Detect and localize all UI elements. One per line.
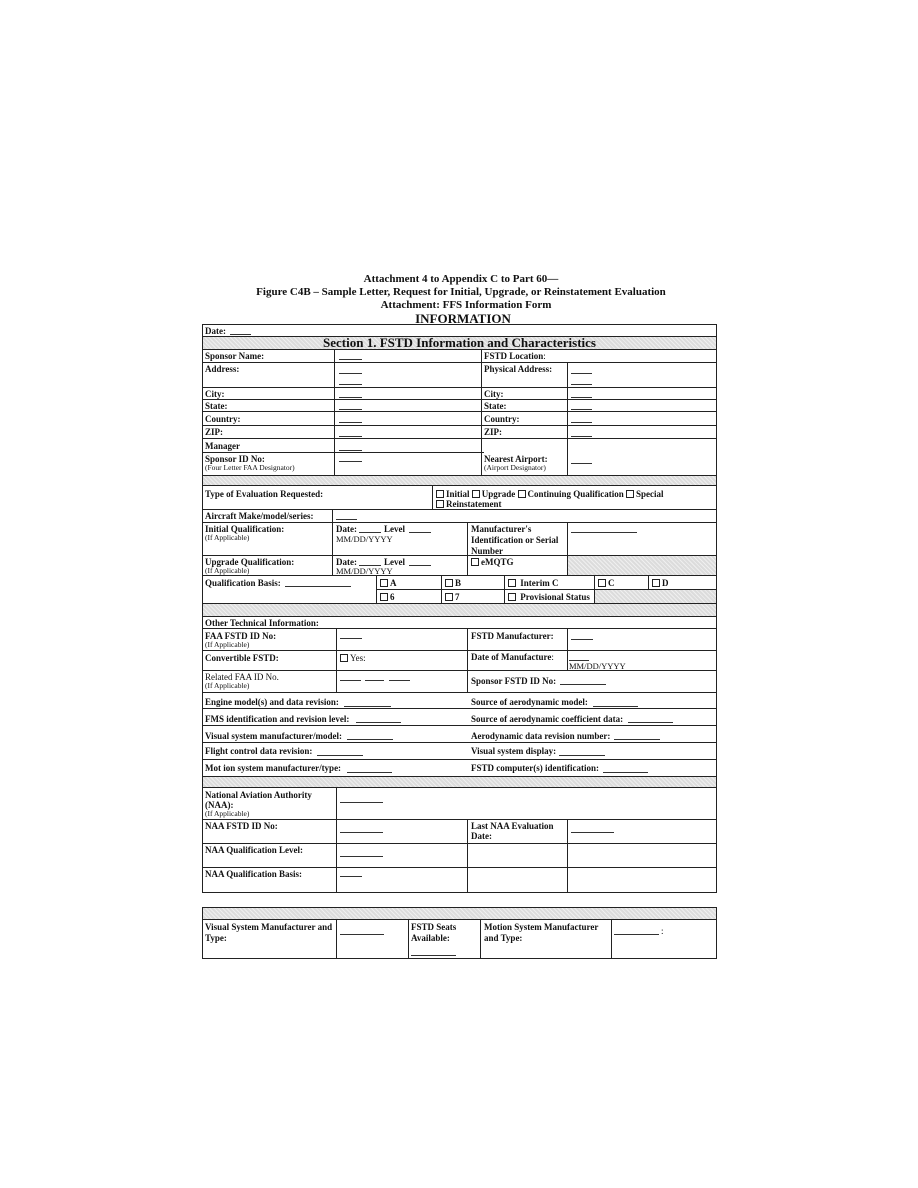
- bottom-motion-label: Motion System Manufacturer and Type:: [484, 922, 599, 943]
- visual-mfr-label: Visual system manufacturer/model:: [205, 731, 342, 741]
- initial-date-format: MM/DD/YYYY: [336, 534, 393, 544]
- visual-display-label: Visual system display:: [471, 746, 557, 756]
- qual-7-checkbox[interactable]: [445, 593, 453, 601]
- last-naa-eval-field[interactable]: [571, 832, 614, 833]
- related-id-field-2[interactable]: [365, 680, 384, 681]
- naa-sub: (If Applicable): [205, 809, 250, 818]
- address-field-1[interactable]: [339, 373, 362, 374]
- physical-address-label: Physical Address:: [484, 364, 553, 374]
- aircraft-field[interactable]: [336, 519, 357, 520]
- qual-interim-checkbox[interactable]: [508, 579, 516, 587]
- engine-label: Engine model(s) and data revision:: [205, 697, 339, 707]
- loc-state-field[interactable]: [571, 409, 592, 410]
- nearest-airport-sub: (Airport Designator): [484, 463, 546, 472]
- aero-coef-label: Source of aerodynamic coefficient data:: [471, 714, 624, 724]
- fms-field[interactable]: [356, 722, 401, 723]
- faa-id-sub: (If Applicable): [205, 640, 250, 649]
- address-label: Address:: [205, 364, 240, 374]
- motion-system-field[interactable]: [347, 772, 392, 773]
- convertible-yes-checkbox[interactable]: [340, 654, 348, 662]
- initial-date-field[interactable]: [359, 532, 381, 533]
- faa-id-field[interactable]: [340, 638, 362, 639]
- city-label: City:: [205, 389, 225, 399]
- loc-zip-label: ZIP:: [484, 427, 502, 437]
- manager-label: Manager: [205, 441, 240, 451]
- emqtg-checkbox[interactable]: [471, 558, 479, 566]
- header-line-1: Attachment 4 to Appendix C to Part 60—: [363, 273, 559, 285]
- aero-coef-field[interactable]: [628, 722, 673, 723]
- qual-provisional-checkbox[interactable]: [508, 593, 516, 601]
- qual-d-checkbox[interactable]: [652, 579, 660, 587]
- aero-rev-field[interactable]: [614, 739, 660, 740]
- qual-basis-field[interactable]: [285, 586, 351, 587]
- fstd-mfr-field[interactable]: [571, 639, 593, 640]
- loc-city-field[interactable]: [571, 397, 592, 398]
- loc-state-label: State:: [484, 401, 507, 411]
- spacer-band-3: [203, 776, 716, 787]
- country-label: Country:: [205, 414, 241, 424]
- convertible-label: Convertible FSTD:: [205, 653, 279, 663]
- sponsor-fstd-label: Sponsor FSTD ID No:: [471, 676, 557, 686]
- naa-level-field[interactable]: [340, 856, 383, 857]
- naa-field[interactable]: [340, 802, 383, 803]
- fstd-location-label: FSTD Location:: [484, 351, 546, 361]
- physical-address-field-2[interactable]: [571, 384, 592, 385]
- naa-fstd-id-label: NAA FSTD ID No:: [205, 821, 278, 831]
- manager-field[interactable]: [339, 450, 362, 451]
- date-label: Date:: [205, 326, 226, 336]
- engine-field[interactable]: [344, 706, 391, 707]
- initial-qual-sub: (If Applicable): [205, 533, 250, 542]
- loc-country-field[interactable]: [571, 422, 592, 423]
- qual-6-option: 6: [380, 592, 395, 602]
- manufacturer-id-label: Manufacturer's Identification or Serial Number: [471, 524, 559, 556]
- reinstatement-checkbox[interactable]: [436, 500, 444, 508]
- special-checkbox[interactable]: [626, 490, 634, 498]
- upgrade-date-label: Date:: [336, 557, 357, 567]
- naa-authority-label: National Aviation Authority: [205, 790, 312, 800]
- fstd-mfr-label: FSTD Manufacturer:: [471, 631, 554, 641]
- bottom-motion-colon: :: [661, 926, 664, 936]
- header-line-2: Figure C4B – Sample Letter, Request for Initial, Upgrade, or Reinstatement Evaluation: [256, 286, 666, 298]
- header-line-3: Attachment: FFS Information Form: [380, 299, 552, 311]
- computer-field[interactable]: [603, 772, 648, 773]
- loc-zip-field[interactable]: [571, 436, 592, 437]
- nearest-airport-field[interactable]: [571, 463, 592, 464]
- bottom-visual-label: Visual System Manufacturer and Type:: [205, 922, 333, 943]
- manufacturer-id-field[interactable]: [571, 532, 637, 533]
- bottom-seats-field[interactable]: [411, 955, 456, 956]
- bottom-band: [203, 908, 716, 919]
- naa-fstd-id-field[interactable]: [340, 832, 383, 833]
- qual-7-option: 7: [445, 592, 460, 602]
- convertible-yes-option: Yes:: [340, 653, 366, 663]
- naa-level-label: NAA Qualification Level:: [205, 845, 303, 855]
- upgrade-level-label: Level: [384, 557, 405, 567]
- aircraft-label: Aircraft Make/model/series:: [205, 511, 314, 521]
- state-field[interactable]: [339, 409, 362, 410]
- upgrade-date-format: MM/DD/YYYY: [336, 566, 393, 576]
- mfr-shaded-cell: [567, 555, 716, 575]
- evaluation-type-label: Type of Evaluation Requested:: [205, 489, 324, 499]
- other-tech-label: Other Technical Information:: [205, 618, 319, 628]
- motion-system-label: Mot ion system manufacturer/type:: [205, 763, 342, 773]
- continuing-checkbox[interactable]: [518, 490, 526, 498]
- initial-date-label: Date:: [336, 524, 357, 534]
- sponsor-id-sub: (Four Letter FAA Designator): [205, 463, 295, 472]
- date-mfr-format: MM/DD/YYYY: [569, 661, 626, 671]
- qual-d-option: D: [652, 578, 669, 588]
- spacer-band-2: [203, 604, 716, 616]
- city-field[interactable]: [339, 397, 362, 398]
- related-id-field-1[interactable]: [340, 680, 361, 681]
- aero-model-label: Source of aerodynamic model:: [471, 697, 588, 707]
- zip-field[interactable]: [339, 436, 362, 437]
- qual-provisional-option: Provisional Status: [508, 592, 590, 602]
- date-field[interactable]: [230, 334, 251, 335]
- physical-address-field-1[interactable]: [571, 373, 592, 374]
- faa-id-label: FAA FSTD ID No:: [205, 631, 277, 641]
- qual-c-option: C: [598, 578, 615, 588]
- fms-label: FMS identification and revision level:: [205, 714, 350, 724]
- bottom-seats-label: FSTD Seats Available:: [411, 922, 457, 943]
- related-id-label: Related FAA ID No.: [205, 672, 279, 682]
- flight-control-field[interactable]: [317, 755, 363, 756]
- reinstatement-option: Reinstatement: [436, 499, 502, 509]
- flight-control-label: Flight control data revision:: [205, 746, 313, 756]
- loc-country-label: Country:: [484, 414, 520, 424]
- sponsor-name-field[interactable]: [339, 359, 362, 360]
- bottom-motion-field[interactable]: [614, 934, 659, 935]
- bottom-visual-field[interactable]: [340, 934, 384, 935]
- related-id-field-3[interactable]: [389, 680, 410, 681]
- emqtg-option: eMQTG: [471, 557, 514, 567]
- upgrade-qual-label: Upgrade Qualification:: [205, 557, 295, 567]
- form-header: [0, 273, 918, 326]
- sponsor-id-field[interactable]: [339, 461, 362, 462]
- date-mfr-label: Date of Manufacture:: [471, 652, 554, 662]
- zip-label: ZIP:: [205, 427, 223, 437]
- qual-basis-label: Qualification Basis:: [205, 578, 281, 588]
- loc-city-label: City:: [484, 389, 504, 399]
- sponsor-name-label: Sponsor Name:: [205, 351, 265, 361]
- sponsor-id-label: Sponsor ID No:: [205, 454, 265, 464]
- address-field-2[interactable]: [339, 384, 362, 385]
- upgrade-checkbox[interactable]: [472, 490, 480, 498]
- header-line-4: INFORMATION: [415, 311, 511, 326]
- computer-label: FSTD computer(s) identification:: [471, 763, 599, 773]
- visual-display-field[interactable]: [559, 755, 605, 756]
- initial-level-field[interactable]: [409, 532, 431, 533]
- naa-abbr-label: (NAA):: [205, 800, 234, 810]
- spacer-band-1: [203, 475, 716, 485]
- evaluation-options: Initial Upgrade Continuing Qualification Special: [436, 489, 664, 499]
- qual-6-checkbox[interactable]: [380, 593, 388, 601]
- sponsor-fstd-field[interactable]: [560, 684, 606, 685]
- qual-b-option: B: [445, 578, 461, 588]
- upgrade-level-field[interactable]: [409, 565, 431, 566]
- last-naa-eval-label: Last NAA Evaluation Date:: [471, 821, 554, 841]
- country-field[interactable]: [339, 422, 362, 423]
- qual-a-option: A: [380, 578, 397, 588]
- upgrade-qual-sub: (If Applicable): [205, 566, 250, 575]
- aero-model-field[interactable]: [593, 706, 638, 707]
- aero-rev-label: Aerodynamic data revision number:: [471, 731, 611, 741]
- related-id-sub: (If Applicable): [205, 681, 250, 690]
- nearest-airport-label: Nearest Airport:: [484, 454, 548, 464]
- qual-shaded-cell: [594, 589, 716, 603]
- initial-qual-label: Initial Qualification:: [205, 524, 285, 534]
- initial-checkbox[interactable]: [436, 490, 444, 498]
- qual-a-checkbox[interactable]: [380, 579, 388, 587]
- qual-c-checkbox[interactable]: [598, 579, 606, 587]
- visual-mfr-field[interactable]: [347, 739, 393, 740]
- state-label: State:: [205, 401, 228, 411]
- qual-b-checkbox[interactable]: [445, 579, 453, 587]
- naa-basis-label: NAA Qualification Basis:: [205, 869, 303, 879]
- section1-title: Section 1. FSTD Information and Characteristics: [323, 335, 596, 350]
- initial-level-label: Level: [384, 524, 405, 534]
- qual-interim-option: Interim C: [508, 578, 559, 588]
- naa-basis-field[interactable]: [340, 876, 362, 877]
